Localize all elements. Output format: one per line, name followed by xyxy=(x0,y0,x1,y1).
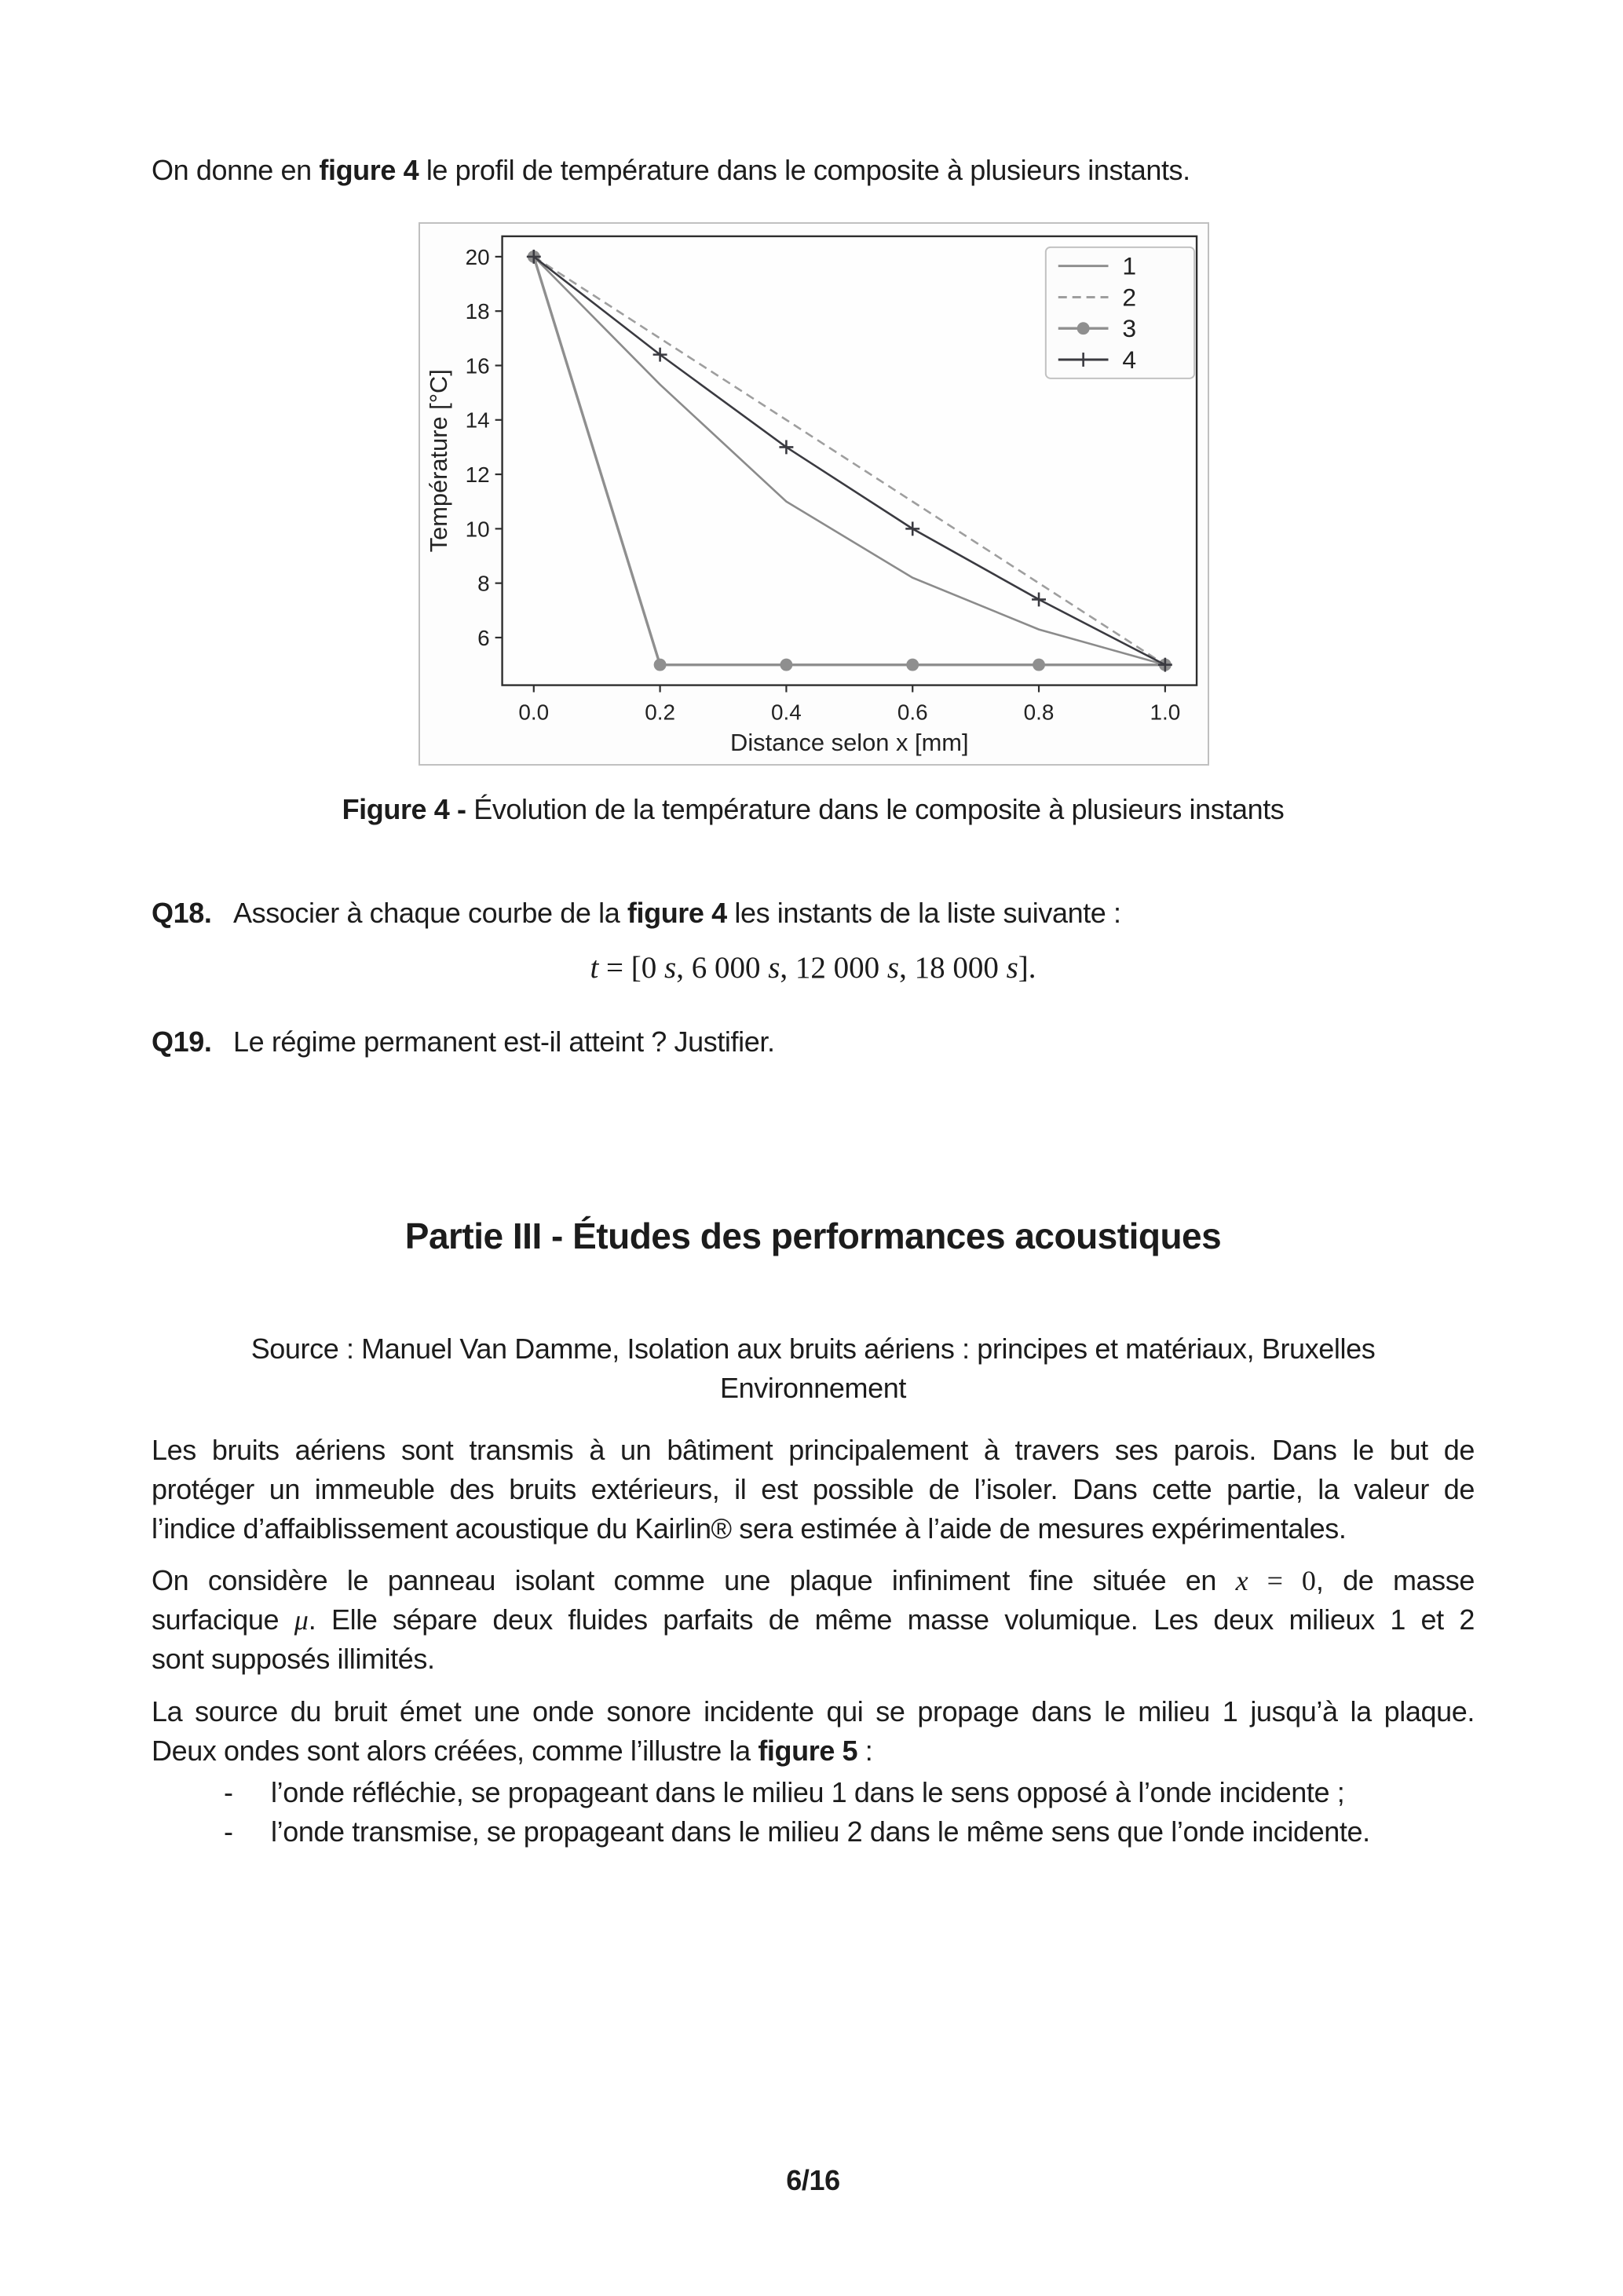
source-line-1: Source : Manuel Van Damme, Isolation aux bruits aériens : principes et matériaux, Bruxelles xyxy=(250,1333,1376,1365)
part3-bullets: - l’onde réfléchie, se propageant dans le milieu 1 dans le sens opposé à l’onde incidente ; - l’onde transmise, se propageant dans le milieu 2 dans le même sens que l’onde incidente. xyxy=(224,1776,1370,1848)
part3-para1: Les bruits aériens sont transmis à un bâtiment principalement à travers ses parois. Dans le but de protéger un immeuble des bruits extérieurs, il est possible de l’isoler. Dans cette partie, la valeur de l’indice d’affaiblissement acoustique du Kairlin® sera estimée à l’aide de mesures expérimentales. xyxy=(152,1434,1475,1545)
part3-para3: La source du bruit émet une onde sonore incidente qui se propage dans le milieu 1 jusqu’à la plaque. Deux ondes sont alors créées, comme l’illustre la figure 5 : xyxy=(152,1695,1475,1767)
svg-text:6: 6 xyxy=(477,625,490,650)
page-number: 6/16 xyxy=(786,2164,840,2196)
svg-text:0.2: 0.2 xyxy=(645,700,675,725)
question-q18: Q18. Associer à chaque courbe de la figure 4 les instants de la liste suivante : xyxy=(152,897,1121,929)
svg-text:0.6: 0.6 xyxy=(897,700,928,725)
svg-text:4: 4 xyxy=(1122,345,1137,374)
svg-text:3: 3 xyxy=(1122,314,1137,343)
svg-text:Distance selon x [mm]: Distance selon x [mm] xyxy=(730,729,969,757)
intro-paragraph: On donne en figure 4 le profil de température dans le composite à plusieurs instants. xyxy=(152,154,1190,186)
svg-text:0.8: 0.8 xyxy=(1023,700,1055,725)
part3-heading: Partie III - Études des performances acoustiques xyxy=(404,1216,1222,1256)
svg-text:0.4: 0.4 xyxy=(771,700,802,725)
svg-text:18: 18 xyxy=(465,299,490,324)
figure4-image xyxy=(419,222,1209,766)
svg-text:12: 12 xyxy=(465,462,490,488)
svg-text:1: 1 xyxy=(1122,251,1137,280)
svg-text:20: 20 xyxy=(465,244,490,269)
svg-text:Température [°C]: Température [°C] xyxy=(424,369,452,553)
svg-text:8: 8 xyxy=(477,571,490,596)
svg-text:14: 14 xyxy=(465,408,490,433)
figure4-chart xyxy=(420,224,1208,764)
svg-text:0.0: 0.0 xyxy=(518,700,550,725)
svg-text:1.0: 1.0 xyxy=(1150,700,1181,725)
part3-para2: On considère le panneau isolant comme une plaque infiniment fine située en x = 0, de masse surfacique μ. Elle sépare deux fluides parfaits de même masse volumique. Les deux milieux 1 et 2 sont supposés illimités. xyxy=(152,1564,1475,1675)
svg-text:2: 2 xyxy=(1122,283,1137,312)
question-q19: Q19. Le régime permanent est-il atteint ? Justifier. xyxy=(152,1026,775,1058)
source-line-2: Environnement xyxy=(720,1372,906,1404)
svg-text:10: 10 xyxy=(465,517,490,542)
part3-source xyxy=(152,1329,1475,1408)
q18-formula: t = [0 s, 6 000 s, 12 000 s, 18 000 s]. xyxy=(590,951,1036,985)
figure4-caption: Figure 4 - Évolution de la température dans le composite à plusieurs instants xyxy=(342,793,1285,825)
svg-text:16: 16 xyxy=(465,353,490,378)
